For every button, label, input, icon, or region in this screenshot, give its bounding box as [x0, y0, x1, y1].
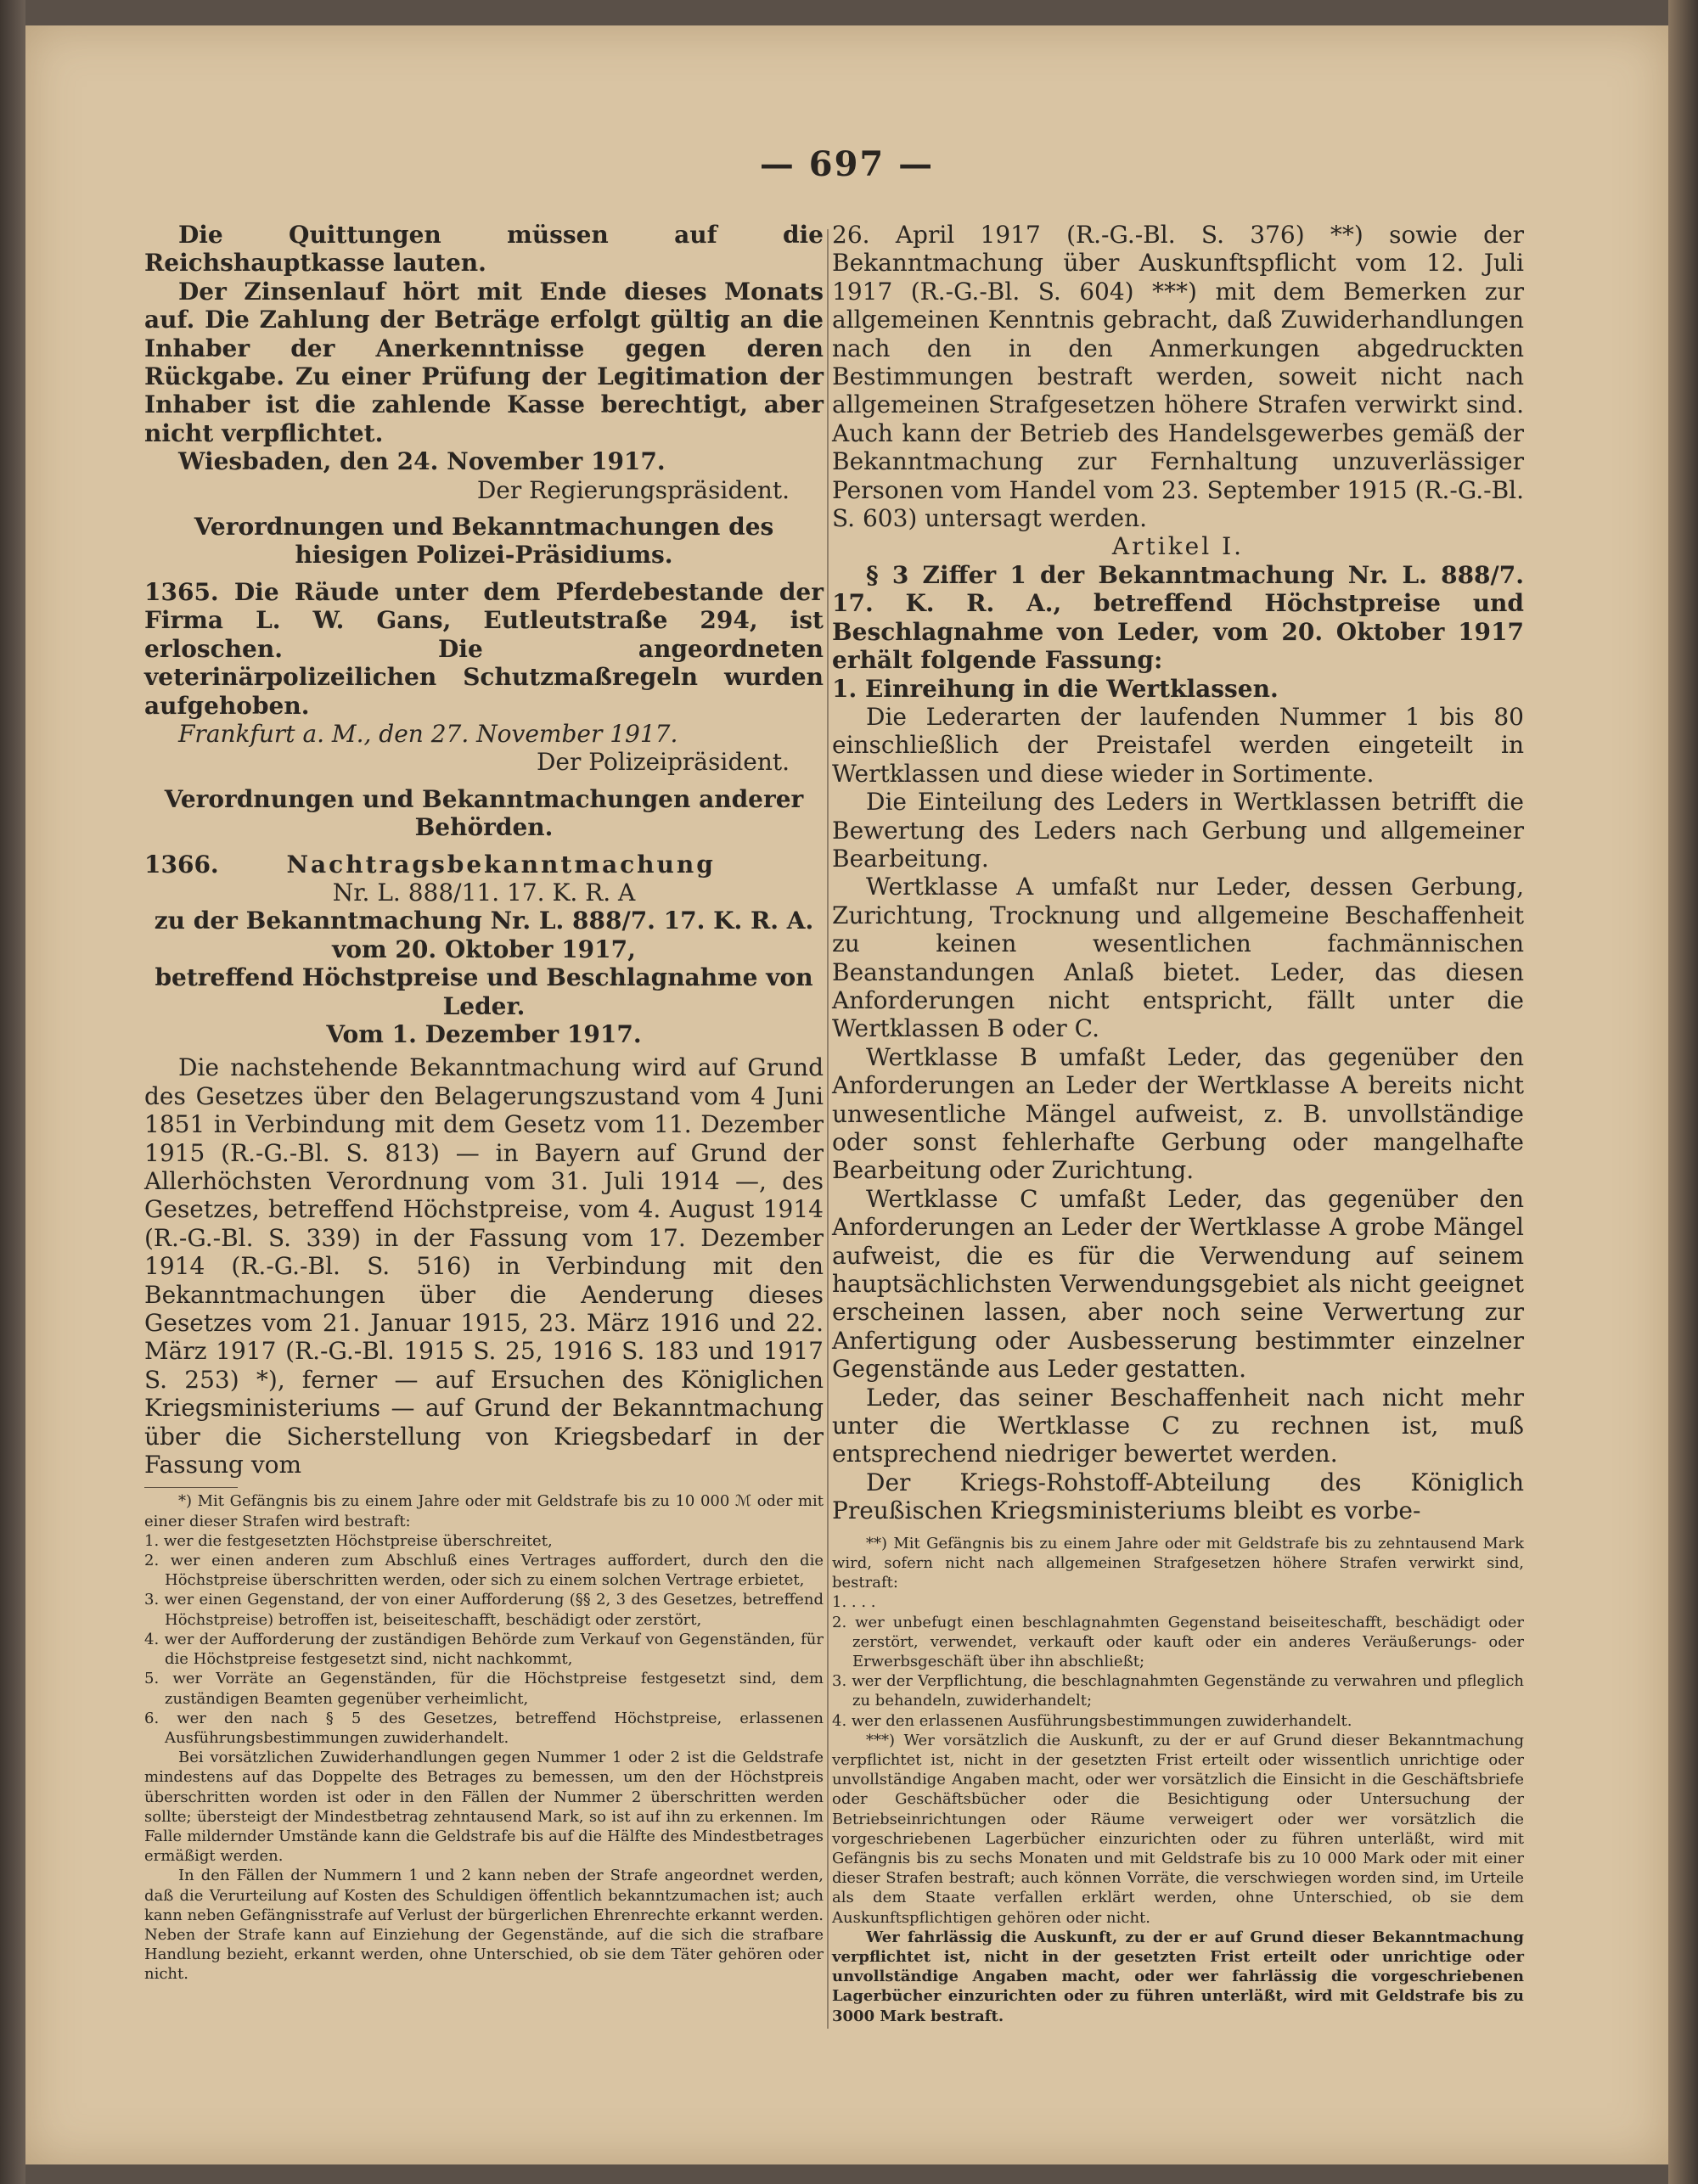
- subtitle: zu der Bekanntmachung Nr. L. 888/7. 17. K. R. A.: [154, 907, 814, 935]
- footnote-item: 1. wer die festgesetzten Höchstpreise überschreitet,: [144, 1531, 553, 1550]
- page: [25, 25, 1668, 2164]
- page-number: — 697 —: [759, 144, 935, 184]
- subsection-heading: 1. Einreihung in die Wertklassen.: [832, 674, 1279, 703]
- footnote-item: 2. wer unbefugt einen beschlagnahmten Gegenstand beiseiteschafft, beschädigt oder zerstört, verwendet, verkauft oder kauft oder ein anderes Veräußerungs- oder Erwerbsgeschäft über ihn abschließt;: [832, 1613, 1524, 1670]
- notice-number: 1366.: [144, 850, 219, 879]
- footnote-item: 3. wer der Verpflichtung, die beschlagnahmten Gegenstände zu verwahren und pfleglich zu behandeln, zuwiderhandelt;: [832, 1672, 1524, 1710]
- footnote: [832, 1534, 1524, 2026]
- footnote-item: 2. wer einen anderen zum Abschluß eines Vertrages auffordert, durch den die Höchstpreise überschritten werden, oder sich zu einem solchen Vertrage erbietet,: [144, 1552, 824, 1590]
- body-paragraph: Wertklasse A umfaßt nur Leder, dessen Gerbung, Zurichtung, Trocknung und allgemeine Beschaffenheit zu keinen wesentlichen fachmännischen Beanstandungen Anlaß bietet. Leder, das diesen Anforderungen nicht entspricht, fällt unter die Wertklassen B oder C.: [832, 873, 1524, 1043]
- signature: Der Polizeipräsident.: [536, 748, 790, 777]
- footnote-intro: **) Mit Gefängnis bis zu einem Jahre oder mit Geldstrafe bis zu zehntausend Mark wird, sofern nicht nach allgemeinen Strafgesetzen höhere Strafen verwirkt sind, bestraft:: [832, 1534, 1524, 1592]
- notice-1365: 1365. Die Räude unter dem Pferdebestande der Firma L. W. Gans, Eutleutstraße 294, ist erloschen. Die angeordneten veterinärpolizeilichen Schutzmaßregeln wurden aufgehoben.: [144, 577, 824, 720]
- notice-heading: [144, 851, 824, 879]
- body-paragraph: Leder, das seiner Beschaffenheit nach nicht mehr unter die Wertklasse C zu rechnen ist, muß entsprechend niedriger bewertet werden.: [832, 1383, 1524, 1468]
- subtitle: vom 20. Oktober 1917,: [332, 935, 636, 963]
- subtitle: betreffend Höchstpreise und Beschlagnahme von Leder.: [155, 963, 813, 1020]
- paragraph: Der Zinsenlauf hört mit Ende dieses Monats auf. Die Zahlung der Beträge erfolgt gültig an die Inhaber der Anerkenntnisse gegen deren Rückgabe. Zu einer Prüfung der Legitimation der Inhaber ist die zahlende Kasse berechtigt, aber nicht verpflichtet.: [144, 277, 824, 447]
- footnote-rule: [144, 1487, 238, 1488]
- footnote-item: 4. wer der Aufforderung der zuständigen Behörde zum Verkauf von Gegenständen, für die Höchstpreise festgesetzt sind, nicht nachkommt,: [144, 1630, 824, 1669]
- body-paragraph: Wertklasse C umfaßt Leder, das gegenüber den Anforderungen an Leder der Wertklasse A grobe Mängel aufweist, die es für die Verwendung auf seinem hauptsächlichsten Verwendungsgebiet als nicht geeignet erscheinen lassen, aber noch seine Verwertung zur Anfertigung oder Ausbesserung bestimmter einzelner Gegenstände aus Leder gestatten.: [832, 1184, 1524, 1384]
- notice-title: Nachtragsbekanntmachung: [286, 850, 716, 879]
- subtitle: Vom 1. Dezember 1917.: [326, 1019, 642, 1048]
- footnote-item: 3. wer einen Gegenstand, der von einer Aufforderung (§§ 2, 3 des Gesetzes, betreffend Höchstpreise) betroffen ist, beiseiteschafft, beschädigt oder zerstört,: [144, 1591, 824, 1629]
- book-spine: [0, 0, 25, 2184]
- footnote-paragraph: Wer fahrlässig die Auskunft, zu der er auf Grund dieser Bekanntmachung verpflichtet ist, nicht in der gesetzten Frist erteilt oder unrichtige oder unvollständige Angaben macht, oder wer fahrlässig die vorgeschriebenen Lagerbücher einzurichten oder zu führen unterläßt, wird mit Geldstrafe bis zu 3000 Mark bestraft.: [832, 1928, 1524, 2025]
- section-heading: Verordnungen und Bekanntmachungen des hiesigen Polizei-Präsidiums.: [194, 513, 774, 570]
- body-paragraph: Die Lederarten der laufenden Nummer 1 bis 80 einschließlich der Preistafel werden eingeteilt in Wertklassen und diese wieder in Sortimente.: [832, 702, 1524, 788]
- body-paragraph: § 3 Ziffer 1 der Bekanntmachung Nr. L. 888/7. 17. K. R. A., betreffend Höchstpreise und Beschlagnahme von Leder, vom 20. Oktober 1917 erhält folgende Fassung:: [832, 560, 1524, 675]
- body-paragraph: Der Kriegs-Rohstoff-Abteilung des Königlich Preußischen Kriegsministeriums bleibt es vorbe-: [832, 1468, 1524, 1525]
- body-paragraph: Die Einteilung des Leders in Wertklassen betrifft die Bewertung des Leders nach Gerbung und allgemeiner Bearbeitung.: [832, 788, 1524, 873]
- signature: Der Regierungspräsident.: [476, 475, 790, 504]
- footnote-item: 5. wer Vorräte an Gegenständen, für die Höchstpreise festgesetzt sind, dem zuständigen Beamten gegenüber verheimlicht,: [144, 1670, 824, 1708]
- place-date: Frankfurt a. M., den 27. November 1917.: [178, 719, 678, 748]
- place-date: Wiesbaden, den 24. November 1917.: [178, 447, 666, 476]
- footnote-paragraph: ***) Wer vorsätzlich die Auskunft, zu der er auf Grund dieser Bekanntmachung verpflichtet ist, nicht in der gesetzten Frist erteilt oder wissentlich unrichtige oder unvollständige Angaben macht, oder wer vorsätzlich die Einsicht in die Geschäftsbriefe oder Geschäftsbücher oder die Besichtigung oder Untersuchung der Betriebseinrichtungen oder Räume verweigert oder wer vorsätzlich die vorgeschriebenen Lagerbücher einzurichten oder zu führen unterläßt, wird mit Gefängnis bis zu sechs Monaten und mit Geldstrafe bis zu 10 000 Mark oder mit einer dieser Strafen bestraft; auch können Vorräte, die verschwiegen worden sind, im Urteile als dem Staate verfallen erklärt werden, ohne Unterschied, ob sie dem Auskunftspflichtigen gehören oder nicht.: [832, 1731, 1524, 1927]
- column-divider: [827, 229, 829, 2029]
- subtitle: Nr. L. 888/11. 17. K. R. A: [332, 878, 636, 907]
- footnote: [144, 1491, 824, 1984]
- footnote-paragraph: Bei vorsätzlichen Zuwiderhandlungen gegen Nummer 1 oder 2 ist die Geldstrafe mindestens auf das Doppelte des Betrages zu bemessen, um den der Höchstpreis überschritten worden ist oder in den Fällen der Nummer 2 überschritten werden sollte; übersteigt der Mindestbetrag zehntausend Mark, so ist auf ihn zu erkennen. Im Falle mildernder Umstände kann die Geldstrafe bis auf die Hälfte des Mindestbetrages ermäßigt werden.: [144, 1749, 824, 1866]
- left-column: [144, 221, 824, 1985]
- footnote-intro: *) Mit Gefängnis bis zu einem Jahre oder mit Geldstrafe bis zu 10 000 ℳ oder mit einer dieser Strafen wird bestraft:: [144, 1492, 824, 1530]
- body-paragraph: 26. April 1917 (R.-G.-Bl. S. 376) **) sowie der Bekanntmachung über Auskunftspflicht vom 12. Juli 1917 (R.-G.-Bl. S. 604) ***) mit dem Bemerken zur allgemeinen Kenntnis gebracht, daß Zuwiderhandlungen nach den in den Anmerkungen abgedruckten Bestimmungen bestraft werden, soweit nicht nach allgemeinen Strafgesetzen höhere Strafen verwirkt sind. Auch kann der Betrieb des Handelsgewerbes gemäß der Bekanntmachung zur Fernhaltung unzuverlässiger Personen vom Handel vom 23. September 1915 (R.-G.-Bl. S. 603) untersagt werden.: [832, 221, 1524, 533]
- page-edge: [1668, 0, 1698, 2184]
- footnote-item: 6. wer den nach § 5 des Gesetzes, betreffend Höchstpreise, erlassenen Ausführungsbestimmungen zuwiderhandelt.: [144, 1709, 824, 1747]
- paragraph: Die Quittungen müssen auf die Reichshauptkasse lauten.: [144, 221, 824, 278]
- article-heading: Artikel I.: [1111, 532, 1245, 561]
- body-paragraph: Die nachstehende Bekanntmachung wird auf Grund des Gesetzes über den Belagerungszustand vom 4 Juni 1851 in Verbindung mit dem Gesetz vom 11. Dezember 1915 (R.-G.-Bl. S. 813) — in Bayern auf Grund der Allerhöchsten Verordnung vom 31. Juli 1914 —, des Gesetzes, betreffend Höchstpreise, vom 4. August 1914 (R.-G.-Bl. S. 339) in der Fassung vom 17. Dezember 1914 (R.-G.-Bl. S. 516) in Verbindung mit den Bekanntmachungen über die Aenderung dieses Gesetzes vom 21. Januar 1915, 23. März 1916 und 22. März 1917 (R.-G.-Bl. 1915 S. 25, 1916 S. 183 und 1917 S. 253) *), ferner — auf Ersuchen des Königlichen Kriegsministeriums — auf Grund der Bekanntmachung über die Sicherstellung von Kriegsbedarf in der Fassung vom: [144, 1053, 824, 1479]
- right-column: [832, 221, 1524, 2026]
- footnote-paragraph: In den Fällen der Nummern 1 und 2 kann neben der Strafe angeordnet werden, daß die Verurteilung auf Kosten des Schuldigen öffentlich bekanntzumachen ist; auch kann neben Gefängnisstrafe auf Verlust der bürgerlichen Ehrenrechte erkannt werden. Neben der Strafe kann auf Einziehung der Gegenstände, auf die sich die strafbare Handlung bezieht, erkannt werden, ohne Unterschied, ob sie dem Täter gehören oder nicht.: [144, 1867, 824, 1984]
- footnote-item: 4. wer den erlassenen Ausführungsbestimmungen zuwiderhandelt.: [832, 1711, 1352, 1730]
- section-heading: Verordnungen und Bekanntmachungen anderer Behörden.: [164, 784, 804, 842]
- footnote-item: 1. . . .: [832, 1593, 876, 1612]
- body-paragraph: Wertklasse B umfaßt Leder, das gegenüber den Anforderungen an Leder der Wertklasse A bereits nicht unwesentliche Mängel aufweist, z. B. unvollständige oder sonst fehlerhafte Gerbung oder mangelhafte Bearbeitung oder Zurichtung.: [832, 1042, 1524, 1185]
